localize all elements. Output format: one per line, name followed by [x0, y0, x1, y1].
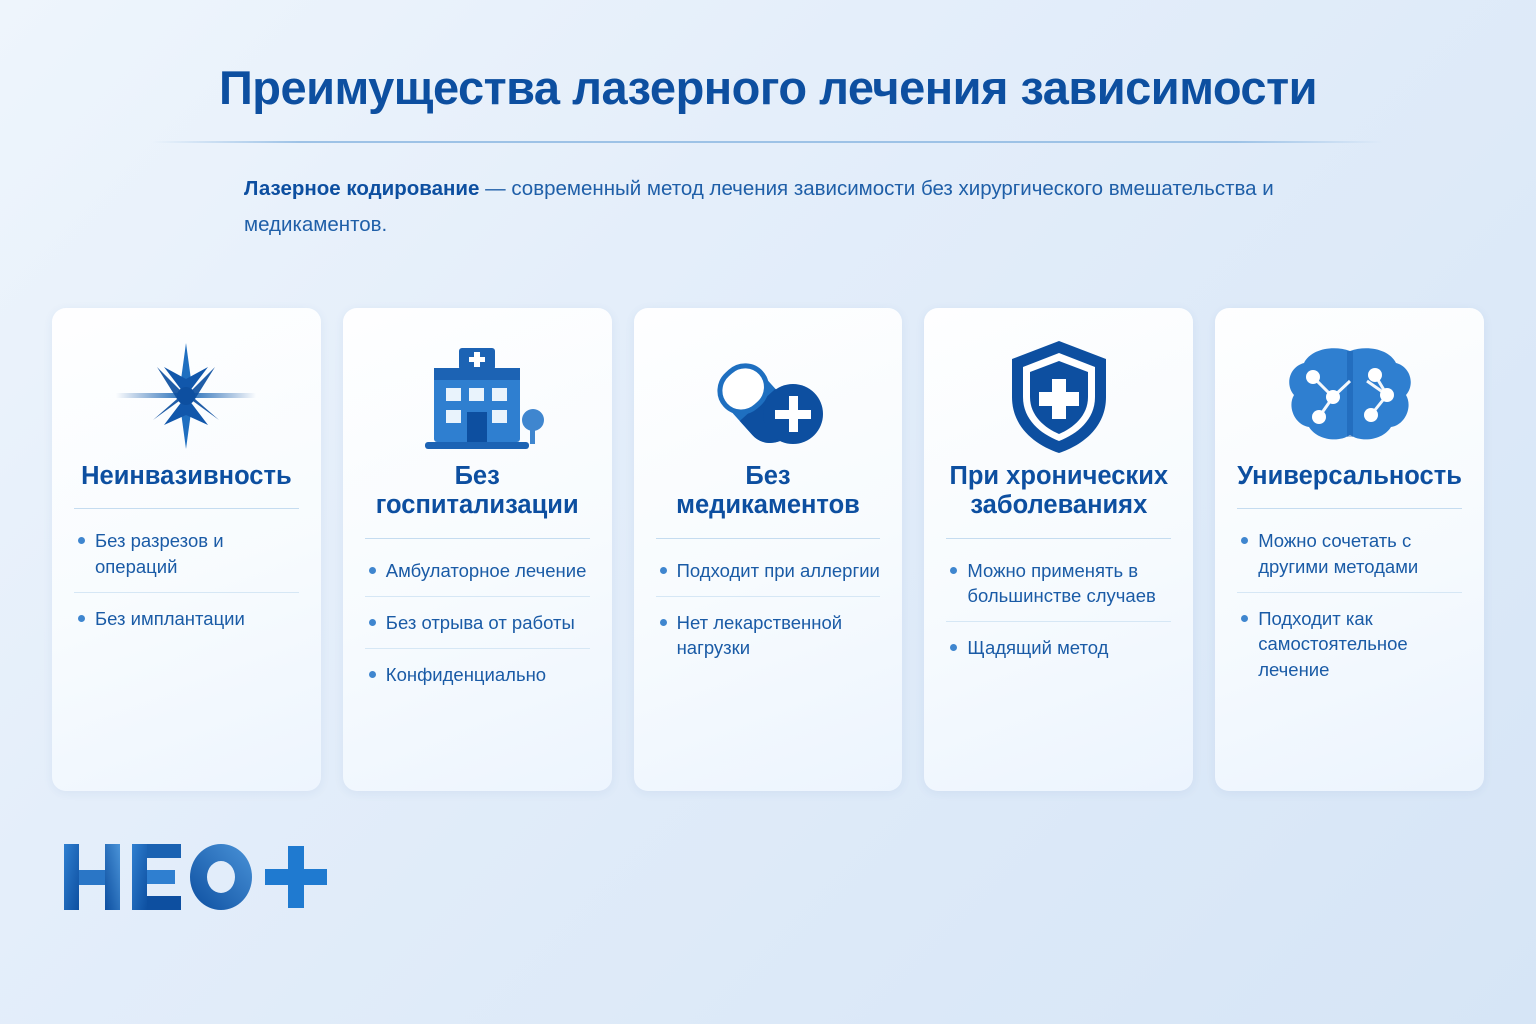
card-title: Универсальность: [1237, 462, 1462, 490]
card-bullets: [656, 545, 881, 674]
card-title-divider: [946, 538, 1171, 539]
page-title: Преимущества лазерного лечения зависимости: [219, 61, 1317, 114]
bullet-text: Без разрезов и операций: [95, 530, 224, 577]
list-item: [1237, 593, 1462, 695]
laser-burst-icon: [111, 332, 261, 460]
pills-icon: [693, 332, 843, 460]
benefit-card-noninvasive: [52, 308, 321, 791]
bullet-dot-icon: [1241, 615, 1248, 622]
card-title-divider: [365, 538, 590, 539]
subtitle-rest: — современный метод лечения зависимости без хирургического вмешательства и медикаментов.: [244, 176, 1274, 236]
benefit-card-list: [52, 308, 1484, 791]
bullet-text: Подходит при аллергии: [676, 559, 880, 581]
hospital-building-icon: [397, 332, 557, 460]
bullet-text: Амбулаторное лечение: [385, 559, 587, 581]
bullet-dot-icon: [1241, 537, 1248, 544]
bullet-text: Без отрыва от работы: [385, 611, 575, 633]
bullet-text: Можно применять в большинстве случаев: [967, 559, 1156, 606]
bullet-dot-icon: [950, 567, 957, 574]
card-title: Неинвазивность: [81, 462, 292, 490]
card-title: Без медикаментов: [676, 462, 860, 520]
list-item: [365, 597, 590, 649]
card-title-divider: [1237, 508, 1462, 509]
card-bullets: [365, 545, 590, 701]
bullet-text: Подходит как самостоятельное лечение: [1258, 608, 1408, 680]
list-item: [656, 545, 881, 597]
bullet-dot-icon: [78, 537, 85, 544]
bullet-text: Щадящий метод: [967, 637, 1109, 659]
card-bullets: [1237, 515, 1462, 695]
subtitle-strong: Лазерное кодирование: [244, 176, 480, 200]
bullet-dot-icon: [950, 644, 957, 651]
shield-cross-icon: [999, 332, 1119, 460]
benefit-card-chronic: [924, 308, 1193, 791]
list-item: [656, 597, 881, 674]
title-divider: [152, 141, 1384, 143]
bullet-dot-icon: [369, 671, 376, 678]
list-item: [74, 515, 299, 593]
page-subtitle: [152, 171, 1384, 243]
bullet-dot-icon: [78, 615, 85, 622]
brand-logo: [62, 838, 332, 916]
brain-network-icon: [1275, 332, 1425, 460]
bullet-text: Конфиденциально: [385, 664, 547, 686]
bullet-dot-icon: [660, 567, 667, 574]
card-bullets: [74, 515, 299, 644]
benefit-card-no-medication: [634, 308, 903, 791]
benefit-card-versatility: [1215, 308, 1484, 791]
bullet-text: Нет лекарственной нагрузки: [676, 611, 843, 659]
bullet-dot-icon: [369, 567, 376, 574]
list-item: [365, 649, 590, 700]
card-bullets: [946, 545, 1171, 674]
list-item: [365, 545, 590, 597]
bullet-dot-icon: [660, 619, 667, 626]
bullet-dot-icon: [369, 619, 376, 626]
list-item: [946, 622, 1171, 673]
card-title: Без госпитализации: [375, 462, 579, 520]
list-item: [946, 545, 1171, 623]
bullet-text: Можно сочетать с другими методами: [1258, 530, 1419, 577]
card-title: При хронических заболеваниях: [949, 462, 1169, 520]
card-title-divider: [74, 508, 299, 509]
card-title-divider: [656, 538, 881, 539]
benefit-card-no-hospitalization: [343, 308, 612, 791]
list-item: [1237, 515, 1462, 593]
list-item: [74, 593, 299, 644]
bullet-text: Без имплантации: [95, 608, 245, 629]
